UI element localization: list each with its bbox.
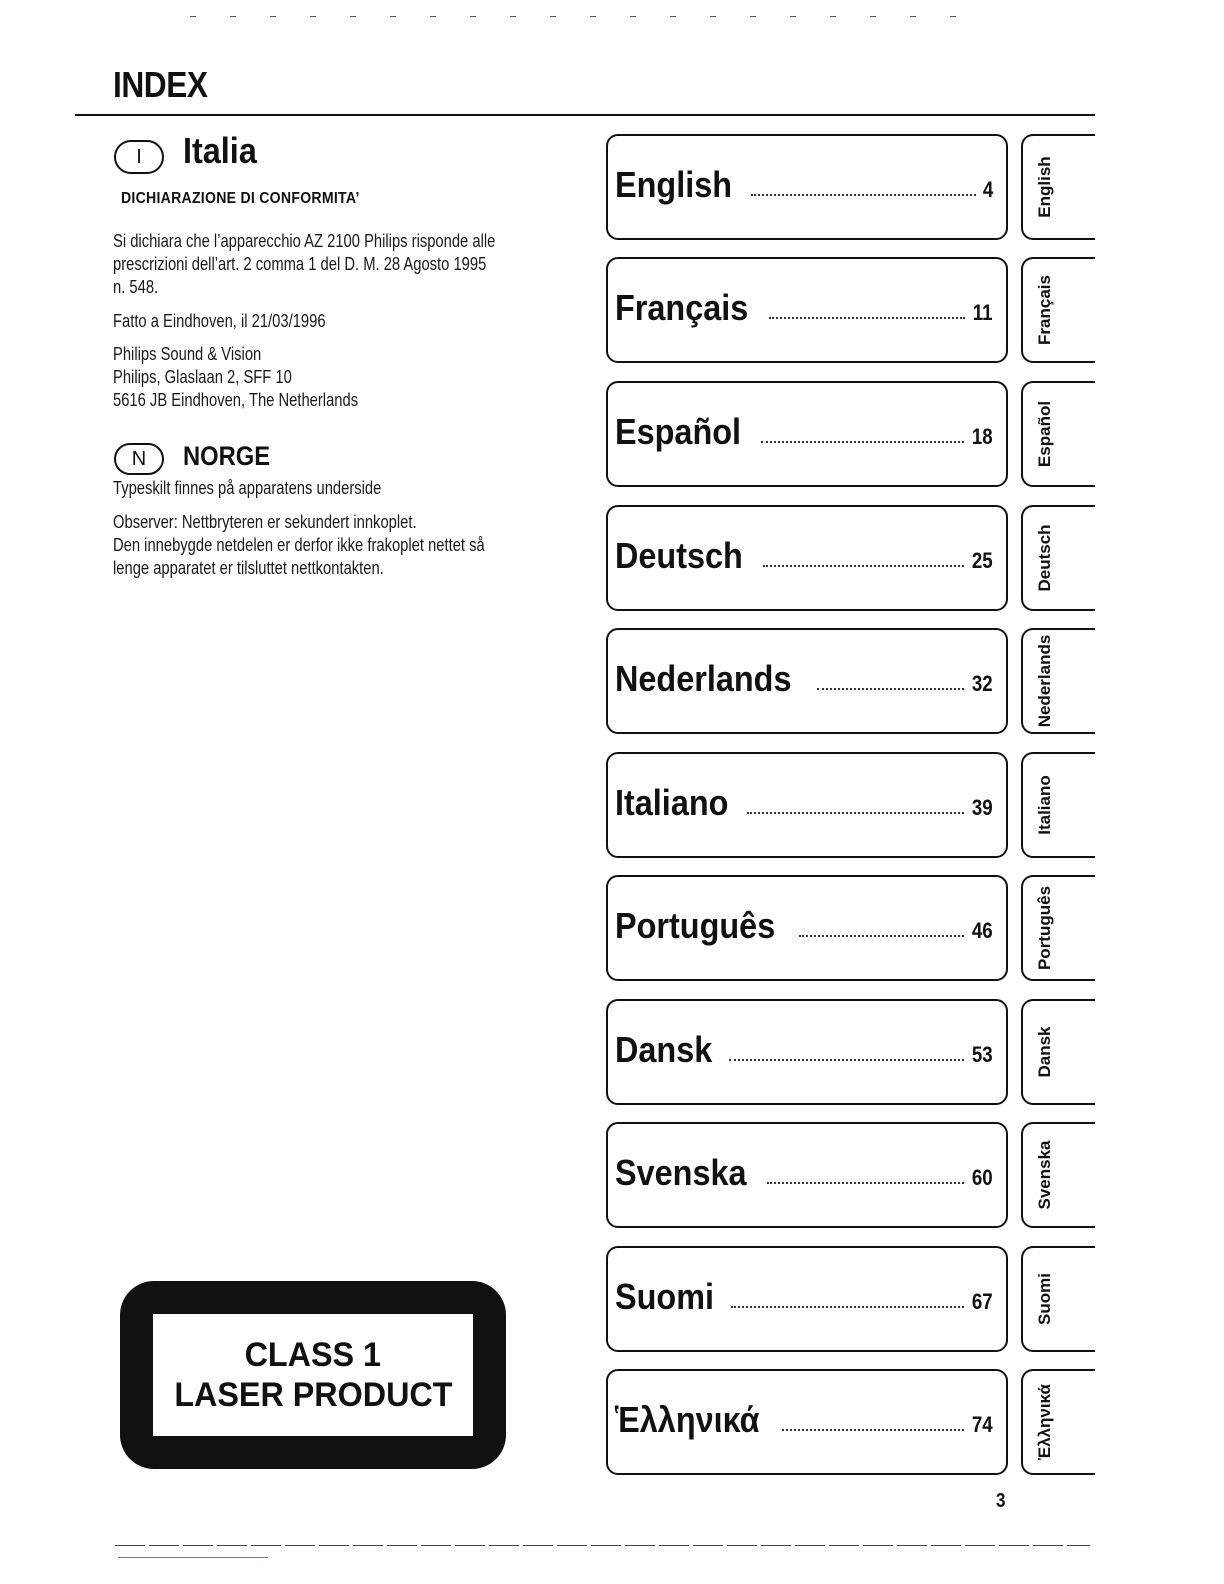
tab-divider: [1059, 134, 1095, 136]
dot-leader: [769, 317, 965, 319]
language-page-number: 4: [982, 177, 994, 202]
language-name: Dansk: [615, 1029, 713, 1070]
laser-product-line: LASER PRODUCT: [173, 1376, 453, 1414]
language-entry-portugues[interactable]: [606, 875, 1008, 981]
language-entry-espanol[interactable]: [606, 381, 1008, 487]
tab-label: Suomi: [1035, 1273, 1054, 1325]
tab-label: Português: [1035, 885, 1054, 971]
tab-divider: [1059, 361, 1095, 363]
thumb-tab-nederlands[interactable]: [1021, 628, 1095, 736]
norge-power-note-line: lenge apparatet er tilsluttet nettkontakten.: [113, 558, 384, 578]
language-entry-deutsch[interactable]: [606, 505, 1008, 611]
language-name: Español: [615, 411, 742, 452]
tab-label: Italiano: [1035, 775, 1054, 835]
dot-leader: [729, 1059, 963, 1061]
tab-divider: [1059, 1103, 1095, 1105]
thumb-tab-italiano[interactable]: [1021, 752, 1095, 860]
tab-divider: [1059, 381, 1095, 383]
tab-divider: [1059, 1226, 1095, 1228]
page-number: 3: [996, 1490, 1006, 1512]
tab-divider: [1059, 485, 1095, 487]
tab-divider: [1059, 856, 1095, 858]
tab-divider: [1059, 1246, 1095, 1248]
dot-leader: [799, 935, 964, 937]
thumb-tab-portugues[interactable]: [1021, 875, 1095, 983]
tab-divider: [1059, 979, 1095, 981]
language-entry-dansk[interactable]: [606, 999, 1008, 1105]
language-page-number: 67: [971, 1289, 993, 1314]
tab-label: Deutsch: [1035, 524, 1054, 592]
italia-address: [113, 343, 358, 412]
tab-divider: [1059, 999, 1095, 1001]
language-page-number: 46: [971, 918, 993, 943]
language-page-number: 25: [971, 548, 993, 573]
language-name: Italiano: [615, 782, 729, 823]
italia-heading: Italia: [183, 130, 257, 171]
dot-leader: [763, 565, 963, 567]
thumb-tab-francais[interactable]: [1021, 257, 1095, 365]
tab-divider: [1059, 1369, 1095, 1371]
language-entry-italiano[interactable]: [606, 752, 1008, 858]
norge-power-note-line: Den innebygde netdelen er derfor ikke frakoplet nettet så: [113, 535, 485, 555]
thumb-tab-greek[interactable]: [1021, 1369, 1095, 1477]
language-page-number: 32: [971, 671, 993, 696]
italia-address-line: Philips, Glaslaan 2, SFF 10: [113, 367, 292, 387]
language-name: Suomi: [615, 1276, 715, 1317]
thumb-tab-dansk[interactable]: [1021, 999, 1095, 1107]
language-name: Nederlands: [615, 658, 792, 699]
tab-label: Français: [1035, 275, 1054, 345]
tab-divider: [1059, 628, 1095, 630]
dot-leader: [767, 1182, 963, 1184]
language-page-number: 39: [971, 795, 993, 820]
tab-label: Dansk: [1035, 1026, 1054, 1078]
norge-power-note: [113, 511, 485, 580]
tab-divider: [1059, 257, 1095, 259]
italia-declaration-line: Si dichiara che l’apparecchio AZ 2100 Philips risponde alle: [113, 231, 496, 251]
italia-address-line: Philips Sound & Vision: [113, 344, 262, 364]
language-page-number: 18: [971, 424, 993, 449]
dot-leader: [747, 812, 963, 814]
language-name: Svenska: [615, 1152, 747, 1193]
language-page-number: 60: [971, 1165, 993, 1190]
italia-place-date: Fatto a Eindhoven, il 21/03/1996: [113, 311, 326, 331]
laser-class-line: CLASS 1: [244, 1336, 382, 1374]
scan-mark-bottom: [115, 1545, 1090, 1546]
page-title: INDEX: [113, 64, 208, 105]
language-name: English: [615, 164, 733, 205]
dot-leader: [782, 1429, 964, 1431]
tab-label: Español: [1035, 400, 1054, 468]
tab-divider: [1059, 1473, 1095, 1475]
language-entry-nederlands[interactable]: [606, 628, 1008, 734]
norge-heading: NORGE: [183, 441, 271, 471]
tab-divider: [1059, 609, 1095, 611]
norge-country-code-badge: N: [114, 443, 164, 475]
language-entry-francais[interactable]: [606, 257, 1008, 363]
thumb-tab-espanol[interactable]: [1021, 381, 1095, 489]
tab-divider: [1059, 752, 1095, 754]
thumb-tab-svenska[interactable]: [1021, 1122, 1095, 1230]
tab-label: Ἑλληνικά: [1035, 1384, 1054, 1460]
italia-country-code-badge: I: [114, 140, 164, 174]
tab-divider: [1059, 1350, 1095, 1352]
language-entry-suomi[interactable]: [606, 1246, 1008, 1352]
thumb-tab-deutsch[interactable]: [1021, 505, 1095, 613]
italia-declaration-line: prescrizioni dell’art. 2 comma 1 del D. M. 28 Agosto 1995: [113, 254, 487, 274]
italia-subheading: DICHIARAZIONE DI CONFORMITA’: [121, 190, 360, 207]
tab-divider: [1059, 1122, 1095, 1124]
tab-divider: [1059, 875, 1095, 877]
laser-class-label-inner: [153, 1314, 473, 1436]
italia-address-line: 5616 JB Eindhoven, The Netherlands: [113, 390, 359, 410]
tab-label: English: [1035, 156, 1054, 218]
scan-mark-top: [190, 16, 990, 17]
tab-label: Svenska: [1035, 1140, 1054, 1210]
tab-divider: [1059, 238, 1095, 240]
tab-divider: [1059, 732, 1095, 734]
dot-leader: [751, 194, 976, 196]
norge-label-note: Typeskilt finnes på apparatens underside: [113, 478, 382, 498]
language-name: Português: [615, 905, 776, 946]
thumb-tab-suomi[interactable]: [1021, 1246, 1095, 1354]
dot-leader: [817, 688, 963, 690]
language-page-number: 11: [972, 300, 993, 325]
tab-label: Nederlands: [1035, 634, 1054, 728]
dot-leader: [731, 1306, 964, 1308]
language-page-number: 74: [971, 1412, 993, 1437]
language-entry-svenska[interactable]: [606, 1122, 1008, 1228]
title-rule: [75, 114, 1095, 116]
language-name: Ἑλληνικά: [615, 1399, 760, 1440]
thumb-tab-english[interactable]: [1021, 134, 1095, 242]
tab-divider: [1059, 505, 1095, 507]
language-page-number: 53: [971, 1042, 993, 1067]
language-name: Français: [615, 287, 749, 328]
italia-declaration: [113, 230, 495, 299]
language-name: Deutsch: [615, 535, 743, 576]
norge-power-note-line: Observer: Nettbryteren er sekundert innkoplet.: [113, 512, 417, 532]
italia-declaration-line: n. 548.: [113, 277, 159, 297]
scan-mark-bottom-blue: [118, 1557, 268, 1558]
language-entry-english[interactable]: [606, 134, 1008, 240]
language-entry-greek[interactable]: [606, 1369, 1008, 1475]
dot-leader: [761, 441, 963, 443]
